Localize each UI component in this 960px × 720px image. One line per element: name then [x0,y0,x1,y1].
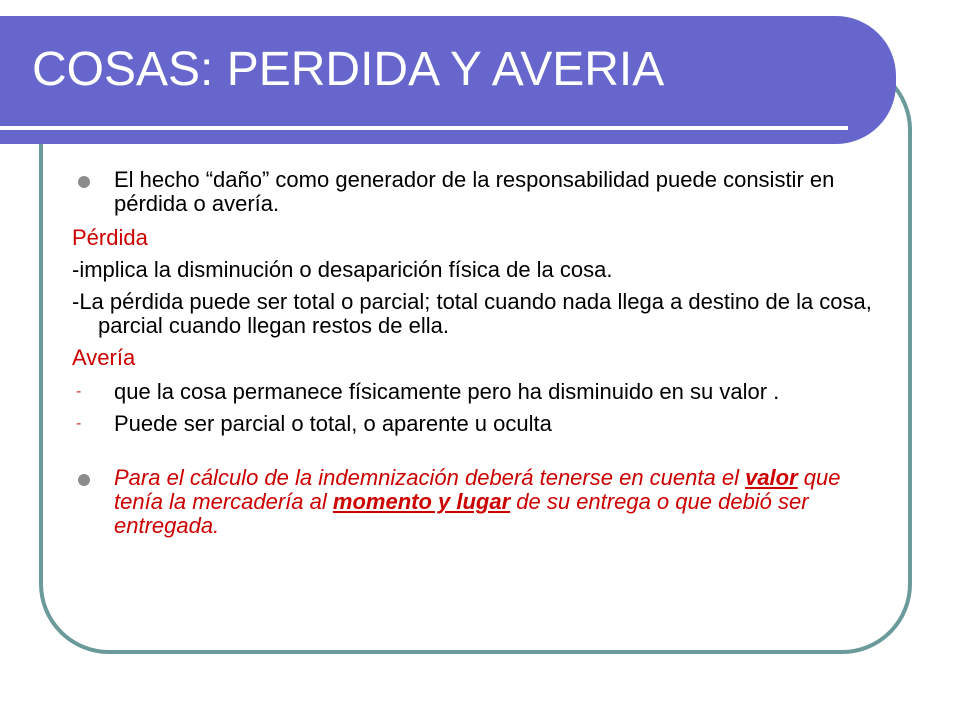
bullet-dot-icon [78,474,90,486]
averia-item-text: Puede ser parcial o total, o aparente u oculta [114,411,552,436]
slide-content [72,168,892,538]
averia-item-text: que la cosa permanece físicamente pero ha disminuido en su valor . [114,379,780,404]
perdida-heading: Pérdida [72,225,148,250]
emphasis-momento-lugar: momento y lugar [332,489,511,514]
averia-heading: Avería [72,345,136,370]
bullet-text-part: de su entrega o que debió ser entregada. [114,489,809,538]
bullet-text-part: Para el cálculo de la indemnización deberá tenerse en cuenta el [114,465,746,490]
bullet-text-part: que tenía la mercadería al [114,465,841,514]
averia-item-1 [72,380,892,404]
perdida-line-1: -implica la disminución o desaparición física de la cosa. [72,257,613,282]
emphasis-valor: valor [745,465,798,490]
dash-bullet-icon: - [76,415,82,432]
bullet-item-dano [72,168,892,216]
perdida-line-2: -La pérdida puede ser total o parcial; total cuando nada llega a destino de la cosa, parcial cuando llegan restos de ella. [72,289,872,338]
dash-bullet-icon: - [76,383,82,400]
slide-title: COSAS: PERDIDA Y AVERIA [32,43,665,96]
title-underline [0,126,848,130]
bullet-item-indemnizacion [72,466,892,538]
bullet-dot-icon [78,176,90,188]
averia-item-2 [72,412,892,436]
bullet-text: El hecho “daño” como generador de la responsabilidad puede consistir en pérdida o avería. [114,167,835,216]
